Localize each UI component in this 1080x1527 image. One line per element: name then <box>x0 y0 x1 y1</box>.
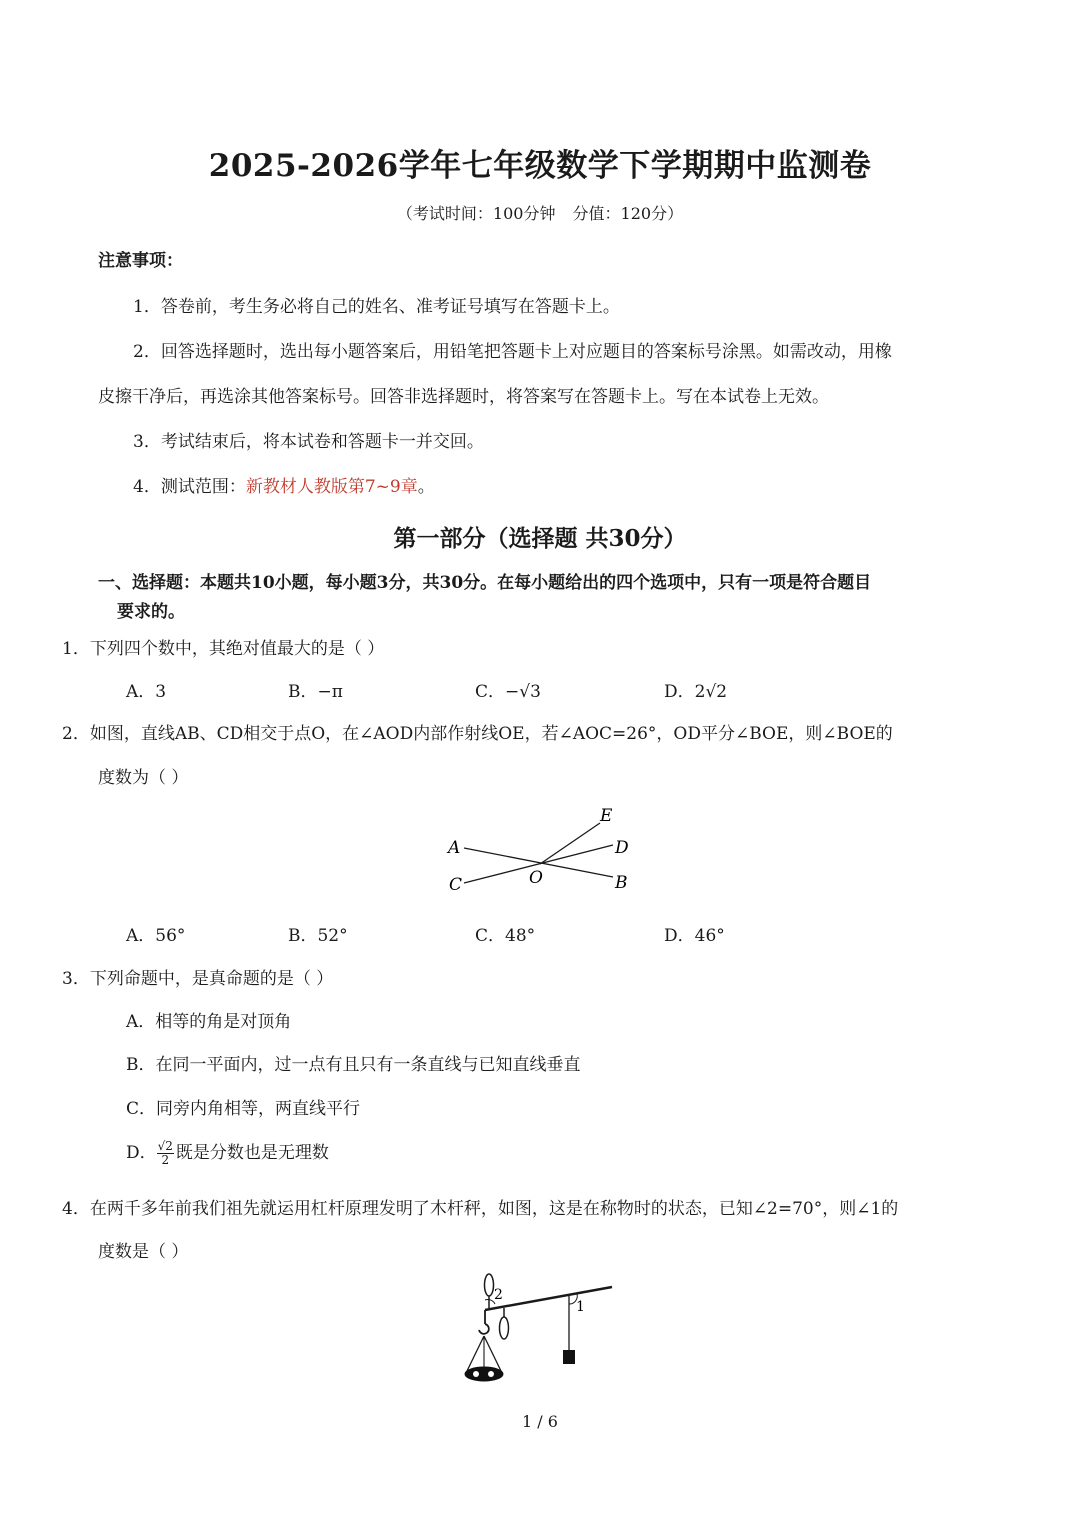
counterweight <box>563 1350 575 1364</box>
question-2-stem-line2: 度数为（ ） <box>98 768 189 788</box>
q2-option-a: A．56° <box>126 926 186 946</box>
point-a-label: A <box>448 838 461 858</box>
section-instructions-line2: 要求的。 <box>117 602 185 622</box>
exam-score: 分值：120分） <box>572 204 684 223</box>
note-3: 3．考试结束后，将本试卷和答题卡一并交回。 <box>133 432 484 452</box>
fraction-numerator: √2 <box>157 1139 173 1153</box>
point-e-label: E <box>600 806 613 826</box>
q1-option-c: C．−√3 <box>475 682 541 702</box>
question-4-stem-line2: 度数是（ ） <box>98 1242 189 1262</box>
question-4-stem-line1: 4．在两千多年前我们祖先就运用杠杆原理发明了木杆秤，如图，这是在称物时的状态，已知∠2=70°，则∠1的 <box>62 1199 899 1219</box>
point-o-label: O <box>529 868 543 888</box>
q3-option-d-prefix: D． <box>126 1143 157 1163</box>
q3-option-d-suffix: 既是分数也是无理数 <box>175 1143 329 1163</box>
notes-heading: 注意事项： <box>98 251 183 271</box>
q2-option-d: D．46° <box>664 926 725 946</box>
section-instructions-line1: 一、选择题：本题共10小题，每小题3分，共30分。在每小题给出的四个选项中，只有一项是符合题目 <box>98 573 872 593</box>
q3-option-c: C．同旁内角相等，两直线平行 <box>126 1099 361 1119</box>
question-3-stem: 3．下列命题中，是真命题的是（ ） <box>62 969 334 989</box>
page-title: 2025-2026学年七年级数学下学期期中监测卷 <box>208 148 872 184</box>
note-2-line1: 2．回答选择题时，选出每小题答案后，用铅笔把答题卡上对应题目的答案标号涂黑。如需改动，用橡 <box>133 342 892 362</box>
q2-option-b: B．52° <box>288 926 348 946</box>
page-number: 1 / 6 <box>522 1412 558 1431</box>
note-1: 1．答卷前，考生务必将自己的姓名、准考证号填写在答题卡上。 <box>133 297 620 317</box>
pan-string-right <box>484 1336 501 1371</box>
pan-string-left <box>467 1336 484 1371</box>
note-2-line2: 皮擦干净后，再选涂其他答案标号。回答非选择题时，将答案写在答题卡上。写在本试卷上无效。 <box>98 387 829 407</box>
pan-highlight-right <box>488 1371 494 1377</box>
q3-option-a: A．相等的角是对顶角 <box>126 1012 292 1032</box>
exam-info <box>0 201 1080 224</box>
q3-option-b: B．在同一平面内，过一点有且只有一条直线与已知直线垂直 <box>126 1055 581 1075</box>
exam-time: （考试时间：100分钟 <box>396 204 556 223</box>
test-scope: 新教材人教版第7~9章 <box>245 477 418 497</box>
angle-2-label: 2 <box>494 1287 503 1303</box>
point-b-label: B <box>615 873 628 893</box>
point-d-label: D <box>615 838 629 858</box>
note-4-prefix: 4．测试范围： <box>133 477 246 497</box>
balance-beam <box>485 1287 612 1310</box>
hanging-loop-lower <box>500 1317 509 1339</box>
fraction-denominator: 2 <box>161 1153 170 1167</box>
ray-oe <box>540 823 600 864</box>
point-c-label: C <box>449 875 463 895</box>
steelyard-figure <box>455 1268 625 1388</box>
note-4 <box>133 472 435 497</box>
hanging-loop-top <box>485 1274 494 1296</box>
q2-option-c: C．48° <box>475 926 536 946</box>
q1-option-d: D．2√2 <box>664 682 728 702</box>
pan-highlight-left <box>473 1371 479 1377</box>
section-heading: 第一部分（选择题 共30分） <box>393 525 687 552</box>
angle-1-label: 1 <box>576 1299 585 1315</box>
q1-option-b: B．−π <box>288 682 343 702</box>
intersecting-lines-figure <box>440 800 640 900</box>
question-2-stem-line1: 2．如图，直线AB、CD相交于点O，在∠AOD内部作射线OE，若∠AOC=26°，OD平分∠BOE，则∠BOE的 <box>62 724 893 744</box>
fraction <box>157 1140 174 1167</box>
hook-icon <box>479 1324 489 1334</box>
note-4-suffix: 。 <box>417 477 435 497</box>
weighing-pan <box>465 1367 503 1381</box>
q1-option-a: A．3 <box>126 682 167 702</box>
question-1-stem: 1．下列四个数中，其绝对值最大的是（ ） <box>62 639 385 659</box>
q3-option-d <box>126 1138 329 1167</box>
